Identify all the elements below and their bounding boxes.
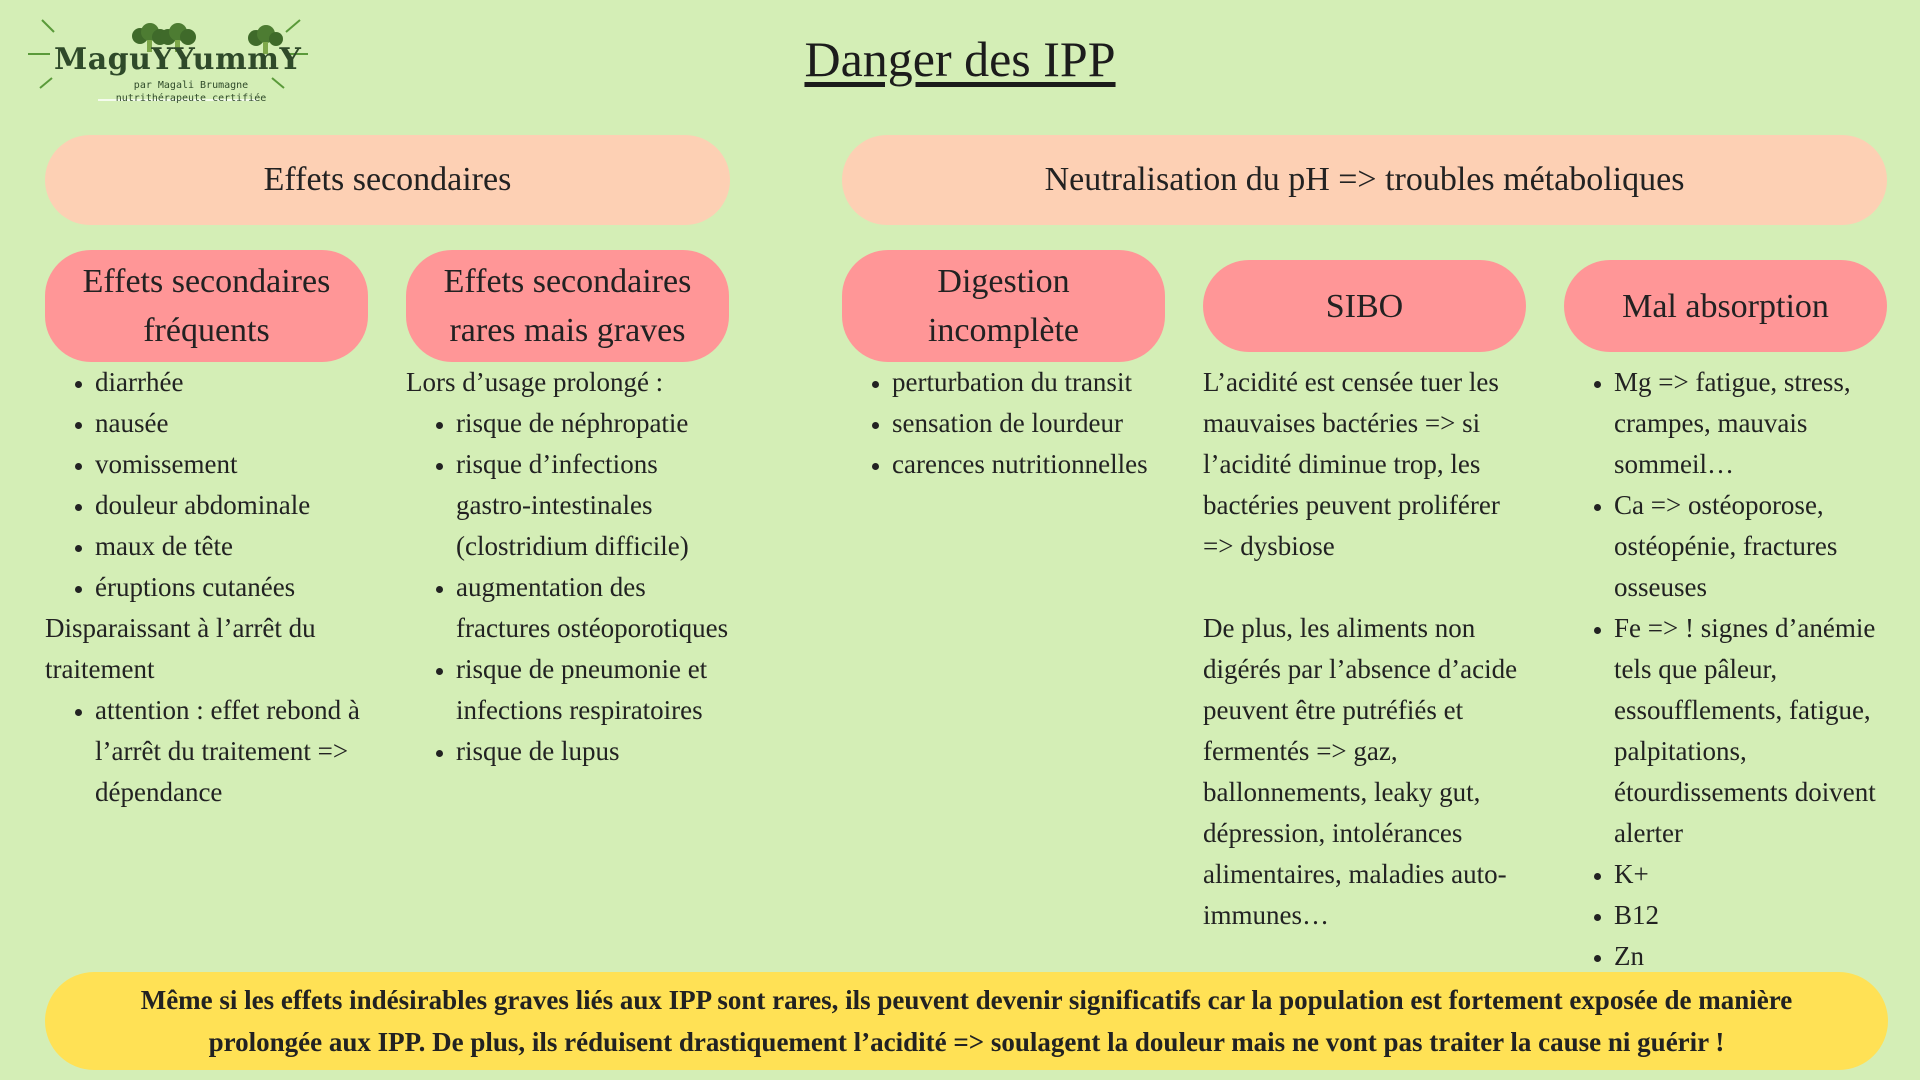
- header-rare-line1: Effets secondaires: [443, 263, 692, 300]
- header-sibo: [1203, 260, 1526, 352]
- header-digestion: [842, 250, 1165, 362]
- sibo-paragraph-2: De plus, les aliments non digérés par l’absence d’acide peuvent être putréfiés et fermentés => gaz, ballonnements, leaky gut, dépression, intolérances alimentaires, maladies auto-immunes…: [1203, 613, 1518, 930]
- list-item: • Mg => fatigue, stress, crampes, mauvais sommeil…: [1614, 362, 1894, 485]
- list-item: • B12: [1614, 895, 1894, 936]
- malabsorption-list: [1564, 362, 1894, 977]
- header-malabsorption: [1564, 260, 1887, 352]
- list-item: • diarrhée: [95, 362, 375, 403]
- logo-subtitle-line2: nutrithérapeute certifiée: [115, 93, 267, 104]
- header-rare-line2: rares mais graves: [449, 312, 686, 349]
- list-item: • Ca => ostéoporose, ostéopénie, fractures osseuses: [1614, 485, 1894, 608]
- column-rare: [406, 362, 736, 772]
- list-item: • douleur abdominale: [95, 485, 375, 526]
- list-item: • vomissement: [95, 444, 375, 485]
- list-item: • risque de pneumonie et infections respiratoires: [456, 649, 736, 731]
- header-digestion-line1: Digestion: [937, 263, 1070, 300]
- section-ph-label: Neutralisation du pH => troubles métaboliques: [1044, 161, 1685, 198]
- header-digestion-line2: incomplète: [927, 312, 1080, 349]
- logo-subtitle-line1: par Magali Brumagne: [133, 80, 249, 91]
- list-item: • attention : effet rebond à l’arrêt du traitement => dépendance: [95, 690, 375, 813]
- section-side-effects-label: Effets secondaires: [263, 161, 512, 198]
- list-item: • risque d’infections gastro-intestinales (clostridium difficile): [456, 444, 736, 567]
- section-side-effects: [45, 135, 730, 225]
- section-ph: [842, 135, 1887, 225]
- header-frequent-line1: Effets secondaires: [82, 263, 331, 300]
- list-item: • Zn: [1614, 936, 1894, 977]
- frequent-extra-list: [45, 690, 375, 813]
- list-item: • maux de tête: [95, 526, 375, 567]
- list-item: • éruptions cutanées: [95, 567, 375, 608]
- header-frequent: [45, 250, 368, 362]
- rare-list: [406, 403, 736, 772]
- page-title: Danger des IPP: [804, 31, 1116, 87]
- digestion-list: [842, 362, 1182, 485]
- list-item: • nausée: [95, 403, 375, 444]
- list-item: • Fe => ! signes d’anémie tels que pâleur, essoufflements, fatigue, palpitations, étourdissements doivent alerter: [1614, 608, 1894, 854]
- footer-note-text: Même si les effets indésirables graves liés aux IPP sont rares, ils peuvent devenir significatifs car la population est fortement exposée de manière prolongée aux IPP. De plus, ils réduisent drastiquement l’acidité => soulagent la douleur mais ne vont pas traiter la cause ni guérir !: [140, 985, 1793, 1057]
- list-item: • perturbation du transit: [892, 362, 1182, 403]
- list-item: • K+: [1614, 854, 1894, 895]
- list-item: • sensation de lourdeur: [892, 403, 1182, 444]
- header-malabsorption-label: Mal absorption: [1622, 287, 1829, 325]
- sibo-paragraph-1: L’acidité est censée tuer les mauvaises bactéries => si l’acidité diminue trop, les bactéries peuvent proliférer => dysbiose: [1203, 367, 1500, 561]
- list-item: • carences nutritionnelles: [892, 444, 1182, 485]
- column-frequent: [45, 362, 375, 813]
- list-item: • risque de néphropatie: [456, 403, 736, 444]
- footer-note: [45, 972, 1888, 1070]
- list-item: • risque de lupus: [456, 731, 736, 772]
- logo-brand: MaguYYummY: [54, 42, 302, 77]
- column-sibo: [1203, 362, 1528, 936]
- header-sibo-label: SIBO: [1325, 287, 1404, 325]
- frequent-list: [45, 362, 375, 608]
- header-frequent-line2: fréquents: [143, 312, 270, 349]
- frequent-note: Disparaissant à l’arrêt du traitement: [45, 613, 316, 684]
- column-digestion: [842, 362, 1182, 485]
- column-malabsorption: [1564, 362, 1894, 977]
- list-item: • augmentation des fractures ostéoporotiques: [456, 567, 736, 649]
- rare-intro: Lors d’usage prolongé :: [406, 367, 664, 397]
- header-rare: [406, 250, 729, 362]
